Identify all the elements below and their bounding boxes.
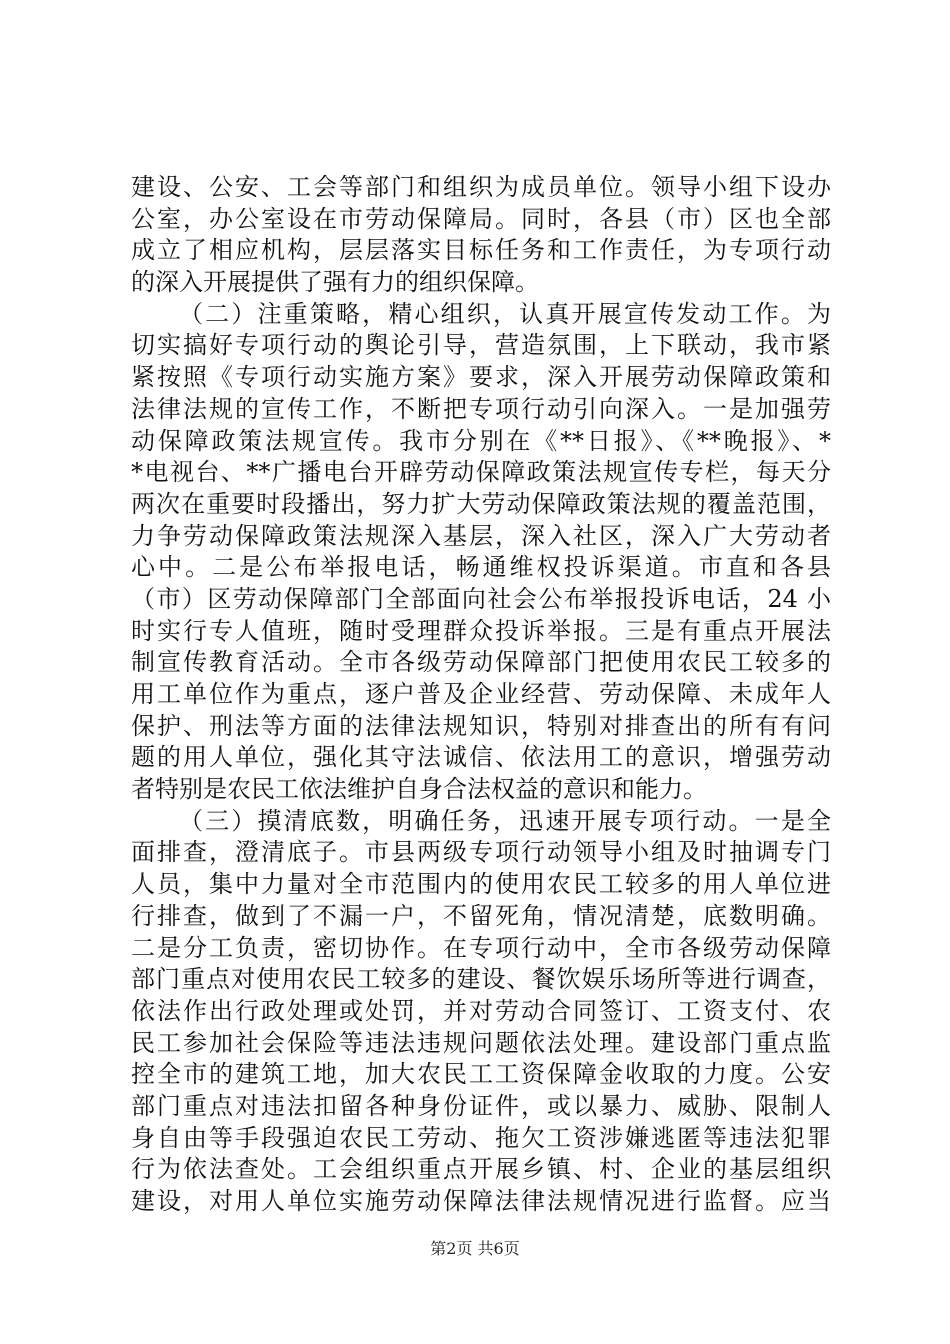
text-line: 建设，对用人单位实施劳动保障法律法规情况进行监督。应当 [131,1187,831,1215]
text-line: 身自由等手段强迫农民工劳动、拖欠工资涉嫌逃匿等违法犯罪 [131,1123,831,1152]
text-line: 行为依法查处。工会组织重点开展乡镇、村、企业的基层组织 [131,1155,831,1184]
text-line: 保护、刑法等方面的法律法规知识，特别对排查出的所有有问 [131,711,831,740]
text-line: 部门重点对使用农民工较多的建设、餐饮娱乐场所等进行调查， [131,965,831,994]
text-line: 题的用人单位，强化其守法诚信、依法用工的意识，增强劳动 [131,743,831,772]
text-line: 制宣传教育活动。全市各级劳动保障部门把使用农民工较多的 [131,648,831,677]
text-line: 二是分工负责，密切协作。在专项行动中，全市各级劳动保障 [131,933,831,962]
text-line: 两次在重要时段播出，努力扩大劳动保障政策法规的覆盖范围， [131,489,831,518]
text-line: 成立了相应机构，层层落实目标任务和工作责任，为专项行动 [131,236,831,265]
text-line: （市）区劳动保障部门全部面向社会公布举报投诉电话，24 小 [131,584,831,613]
text-line: 力争劳动保障政策法规深入基层，深入社区，深入广大劳动者 [131,521,831,550]
paragraph-start-line: （三）摸清底数，明确任务，迅速开展专项行动。一是全 [179,806,831,835]
text-line: 的深入开展提供了强有力的组织保障。 [131,268,539,297]
text-line: 部门重点对违法扣留各种身份证件，或以暴力、威胁、限制人 [131,1091,831,1120]
text-line: 时实行专人值班，随时受理群众投诉举报。三是有重点开展法 [131,616,831,645]
text-line: 者特别是农民工依法维护自身合法权益的意识和能力。 [131,775,707,804]
text-line: 民工参加社会保险等违法违规问题依法处理。建设部门重点监 [131,1028,831,1057]
text-line: 法律法规的宣传工作，不断把专项行动引向深入。一是加强劳 [131,394,831,423]
paragraph-start-line: （二）注重策略，精心组织，认真开展宣传发动工作。为 [179,299,831,328]
text-line: 切实搞好专项行动的舆论引导，营造氛围，上下联动，我市紧 [131,331,831,360]
text-line: 人员，集中力量对全市范围内的使用农民工较多的用人单位进 [131,870,831,899]
text-line: 公室，办公室设在市劳动保障局。同时，各县（市）区也全部 [131,204,831,233]
text-line: 心中。二是公布举报电话，畅通维权投诉渠道。市直和各县 [131,553,831,582]
page-number-footer: 第2页 共6页 [430,1239,520,1258]
text-line: 动保障政策法规宣传。我市分别在《**日报》、《**晚报》、* [131,426,831,455]
text-line: 用工单位作为重点，逐户普及企业经营、劳动保障、未成年人 [131,680,831,708]
body-text [131,172,831,1218]
text-line: *电视台、**广播电台开辟劳动保障政策法规宣传专栏，每天分 [131,458,831,487]
text-line: 建设、公安、工会等部门和组织为成员单位。领导小组下设办 [131,173,831,201]
text-line: 面排查，澄清底子。市县两级专项行动领导小组及时抽调专门 [131,838,831,867]
text-line: 行排查，做到了不漏一户，不留死角，情况清楚，底数明确。 [131,901,831,930]
text-line: 依法作出行政处理或处罚，并对劳动合同签订、工资支付、农 [131,996,831,1025]
text-line: 紧按照《专项行动实施方案》要求，深入开展劳动保障政策和 [131,363,831,392]
text-line: 控全市的建筑工地，加大农民工工资保障金收取的力度。公安 [131,1060,831,1089]
